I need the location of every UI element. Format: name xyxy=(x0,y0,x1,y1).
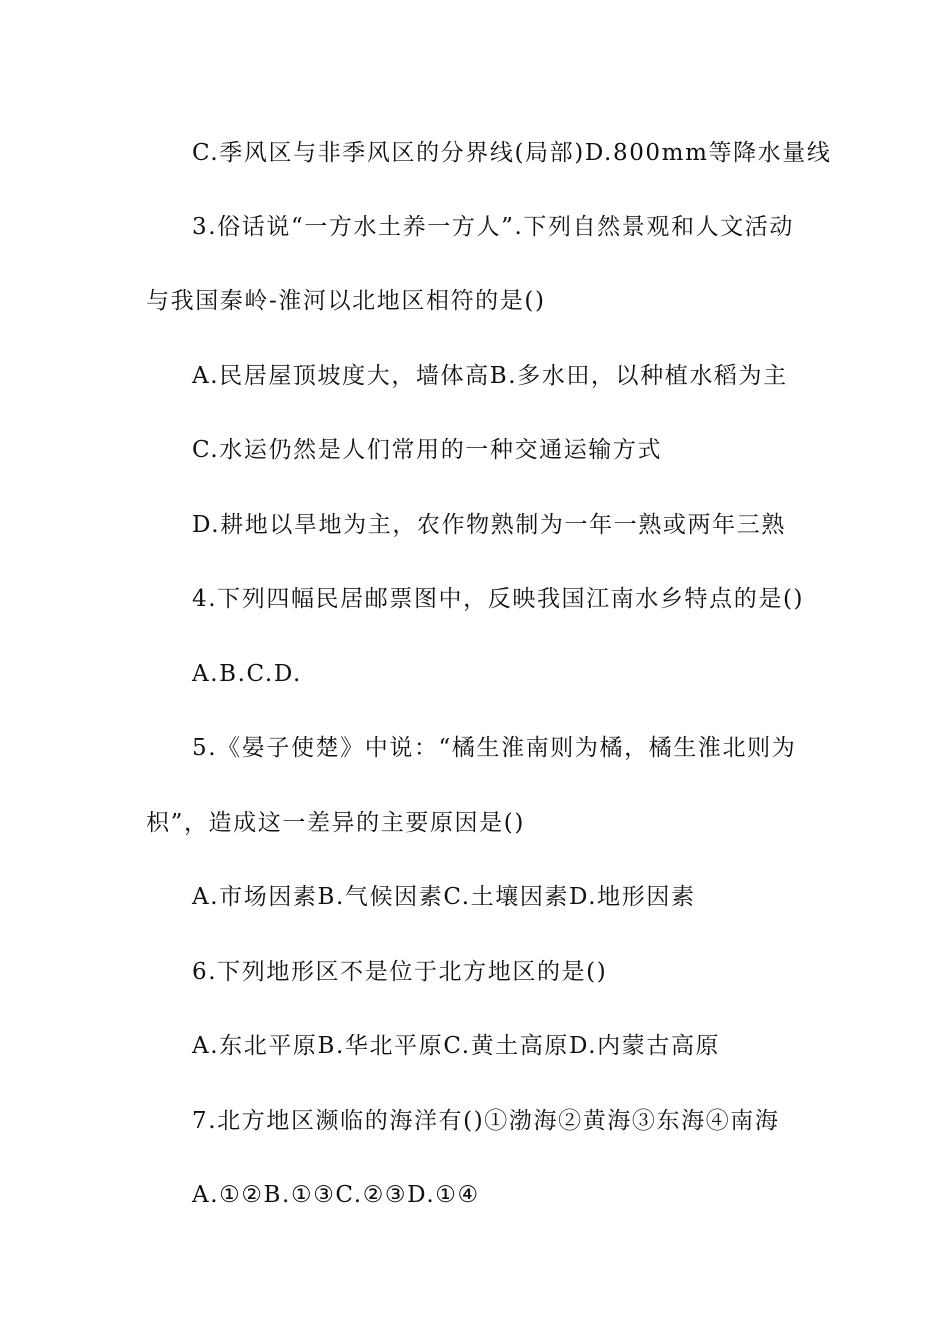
question-4-text: 4.下列四幅民居邮票图中，反映我国江南水乡特点的是() xyxy=(192,586,805,612)
question-5-text: 5.《晏子使楚》中说：“橘生淮南则为橘，橘生淮北则为 xyxy=(192,735,797,761)
answer-options-q3-ab: A.民居屋顶坡度大，墙体高B.多水田，以种植水稻为主 xyxy=(192,363,788,389)
question-3-text-continued: 与我国秦岭-淮河以北地区相符的是() xyxy=(146,288,546,314)
answer-option-q3-c: C.水运仍然是人们常用的一种交通运输方式 xyxy=(192,437,663,463)
question-6-text: 6.下列地形区不是位于北方地区的是() xyxy=(192,959,608,985)
question-7-text: 7.北方地区濒临的海洋有()①渤海②黄海③东海④南海 xyxy=(192,1108,780,1134)
question-5-text-continued: 枳”，造成这一差异的主要原因是() xyxy=(146,810,525,836)
answer-options-q4: A.B.C.D. xyxy=(192,661,302,687)
answer-options-q2-cd: C.季风区与非季风区的分界线(局部)D.800mm等降水量线 xyxy=(192,140,832,166)
answer-option-q3-d: D.耕地以旱地为主，农作物熟制为一年一熟或两年三熟 xyxy=(192,512,786,538)
question-3-text: 3.俗话说“一方水土养一方人”.下列自然景观和人文活动 xyxy=(192,214,794,240)
answer-options-q5: A.市场因素B.气候因素C.土壤因素D.地形因素 xyxy=(192,884,696,910)
answer-options-q6: A.东北平原B.华北平原C.黄土高原D.内蒙古高原 xyxy=(192,1033,721,1059)
answer-options-q7: A.①②B.①③C.②③D.①④ xyxy=(192,1182,480,1208)
